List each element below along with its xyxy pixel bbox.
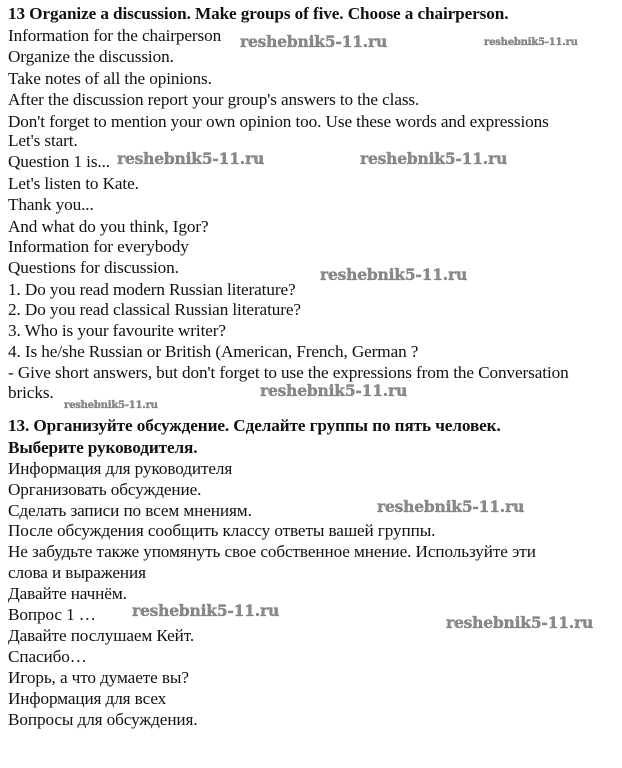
text-line: Организовать обсуждение. [8,480,202,499]
text-line: Thank you... [8,195,94,214]
text-line: Take notes of all the opinions. [8,69,212,88]
text-line: Information for the chairperson [8,26,222,45]
text-line: Вопросы для обсуждения. [8,710,198,729]
watermark: reshebnik5-11.ru [484,37,578,48]
text-line: Игорь, а что думаете вы? [8,668,189,687]
text-line: Спасибо… [8,647,87,666]
text-line: - Give short answers, but don't forget to use the expressions from the Conversation [8,363,569,382]
text-line: Let's listen to Kate. [8,174,139,193]
text-line: Сделать записи по всем мнениям. [8,501,252,520]
text-line: Organize the discussion. [8,47,174,66]
text-line: And what do you think, Igor? [8,217,209,236]
watermark: reshebnik5-11.ru [240,32,388,51]
text-line: bricks. [8,383,54,402]
text-line: Let's start. [8,131,78,150]
watermark: reshebnik5-11.ru [320,265,468,284]
text-line: Давайте послушаем Кейт. [8,626,195,645]
exercise-title-en: 13 Organize a discussion. Make groups of five. Choose a chairperson. [8,4,509,23]
text-line: слова и выражения [8,563,146,582]
watermark: reshebnik5-11.ru [117,149,265,168]
watermark: reshebnik5-11.ru [360,149,508,168]
text-line: After the discussion report your group's answers to the class. [8,90,420,109]
text-line: Question 1 is... [8,152,111,171]
watermark: reshebnik5-11.ru [260,381,408,400]
question-4: 4. Is he/she Russian or British (American, French, German ? [8,342,419,361]
question-2: 2. Do you read classical Russian literature? [8,300,301,319]
text-line: Не забудьте также упомянуть свое собственное мнение. Используйте эти [8,542,536,561]
text-line: Don't forget to mention your own opinion too. Use these words and expressions [8,112,549,131]
watermark: reshebnik5-11.ru [377,497,525,516]
text-line: Information for everybody [8,237,189,256]
text-line: Информация для всех [8,689,167,708]
text-line: После обсуждения сообщить классу ответы вашей группы. [8,521,436,540]
text-line: Давайте начнём. [8,584,127,603]
text-line: Информация для руководителя [8,459,233,478]
exercise-title-ru: 13. Организуйте обсуждение. Сделайте группы по пять человек. [8,416,501,435]
text-line: Вопрос 1 … [8,605,96,624]
question-3: 3. Who is your favourite writer? [8,321,226,340]
watermark: reshebnik5-11.ru [132,601,280,620]
watermark: reshebnik5-11.ru [446,613,594,632]
text-line: Questions for discussion. [8,258,179,277]
exercise-title-ru-cont: Выберите руководителя. [8,438,198,457]
question-1: 1. Do you read modern Russian literature? [8,280,296,299]
watermark: reshebnik5-11.ru [64,400,158,411]
